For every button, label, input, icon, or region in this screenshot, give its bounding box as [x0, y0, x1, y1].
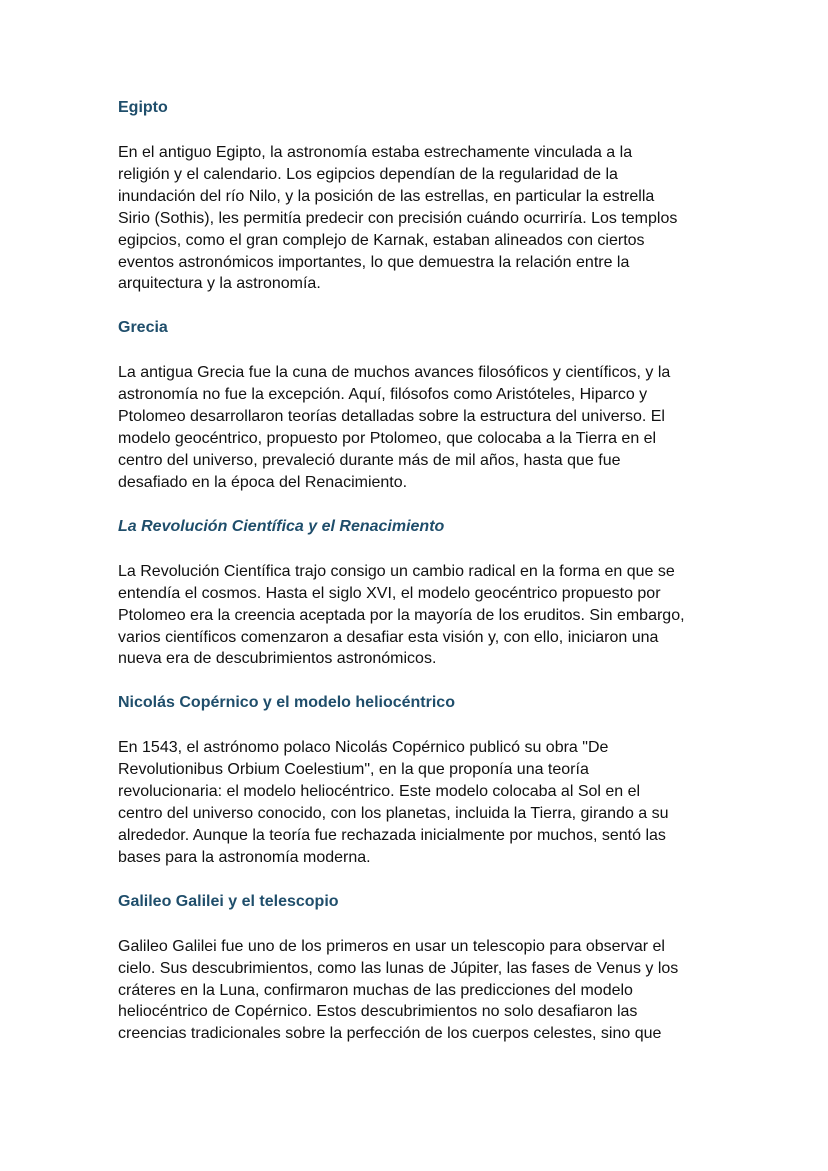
- paragraph-line: La Revolución Científica trajo consigo un cambio radical en la forma en que se: [118, 562, 675, 580]
- paragraph-line: alrededor. Aunque la teoría fue rechazada inicialmente por muchos, sentó las: [118, 826, 666, 844]
- paragraph-line: Galileo Galilei fue uno de los primeros en usar un telescopio para observar el: [118, 937, 665, 955]
- section-heading: La Revolución Científica y el Renacimiento: [118, 517, 445, 535]
- paragraph-line: revolucionaria: el modelo heliocéntrico. Este modelo colocaba al Sol en el: [118, 783, 641, 801]
- paragraph: [118, 936, 738, 1046]
- paragraph-line: centro del universo, prevaleció durante más de mil años, hasta que fue: [118, 451, 621, 469]
- paragraph: [118, 737, 738, 868]
- paragraph-line: heliocéntrico de Copérnico. Estos descubrimientos no solo desafiaron las: [118, 1003, 638, 1021]
- paragraph-line: cielo. Sus descubrimientos, como las lunas de Júpiter, las fases de Venus y los: [118, 959, 679, 977]
- section-heading: Galileo Galilei y el telescopio: [118, 892, 339, 910]
- section: [118, 692, 738, 868]
- paragraph-line: En 1543, el astrónomo polaco Nicolás Copérnico publicó su obra "De: [118, 739, 609, 757]
- paragraph: [118, 561, 738, 671]
- section-heading: Egipto: [118, 99, 168, 116]
- paragraph-line: Sirio (Sothis), les permitía predecir con precisión cuándo ocurriría. Los templos: [118, 209, 678, 227]
- paragraph-line: entendía el cosmos. Hasta el siglo XVI, el modelo geocéntrico propuesto por: [118, 584, 661, 602]
- paragraph-line: Revolutionibus Orbium Coelestium", en la que proponía una teoría: [118, 761, 589, 779]
- paragraph-line: varios científicos comenzaron a desafiar esta visión y, con ello, iniciaron una: [118, 628, 659, 646]
- paragraph-line: inundación del río Nilo, y la posición de las estrellas, en particular la estrella: [118, 187, 655, 205]
- paragraph-line: modelo geocéntrico, propuesto por Ptolomeo, que colocaba a la Tierra en el: [118, 430, 657, 448]
- section-heading: Grecia: [118, 319, 168, 337]
- paragraph-line: Ptolomeo era la creencia aceptada por la mayoría de los eruditos. Sin embargo,: [118, 606, 685, 624]
- paragraph-line: centro del universo conocido, con los planetas, incluida la Tierra, girando a su: [118, 805, 669, 823]
- paragraph: [118, 362, 738, 493]
- paragraph-line: La antigua Grecia fue la cuna de muchos avances filosóficos y científicos, y la: [118, 364, 671, 382]
- paragraph-line: En el antiguo Egipto, la astronomía estaba estrechamente vinculada a la: [118, 144, 633, 161]
- paragraph-line: arquitectura y la astronomía.: [118, 275, 321, 293]
- paragraph-line: egipcios, como el gran complejo de Karnak, estaban alineados con ciertos: [118, 231, 645, 249]
- paragraph-line: bases para la astronomía moderna.: [118, 848, 371, 866]
- paragraph-line: desafiado en la época del Renacimiento.: [118, 473, 408, 491]
- paragraph-line: creencias tradicionales sobre la perfección de los cuerpos celestes, sino que: [118, 1025, 662, 1043]
- section: [118, 516, 738, 671]
- paragraph-line: eventos astronómicos importantes, lo que demuestra la relación entre la: [118, 253, 630, 271]
- paragraph-line: Ptolomeo desarrollaron teorías detalladas sobre la estructura del universo. El: [118, 408, 665, 426]
- section: [118, 891, 738, 1046]
- paragraph-line: religión y el calendario. Los egipcios dependían de la regularidad de la: [118, 165, 618, 183]
- section: [118, 317, 738, 493]
- paragraph: [118, 142, 738, 295]
- section: [118, 97, 738, 295]
- document-page: [118, 97, 738, 1067]
- paragraph-line: nueva era de descubrimientos astronómicos.: [118, 650, 437, 668]
- paragraph-line: astronomía no fue la excepción. Aquí, filósofos como Aristóteles, Hiparco y: [118, 386, 648, 404]
- paragraph-line: cráteres en la Luna, confirmaron muchas de las predicciones del modelo: [118, 981, 633, 999]
- section-heading: Nicolás Copérnico y el modelo heliocéntrico: [118, 694, 455, 712]
